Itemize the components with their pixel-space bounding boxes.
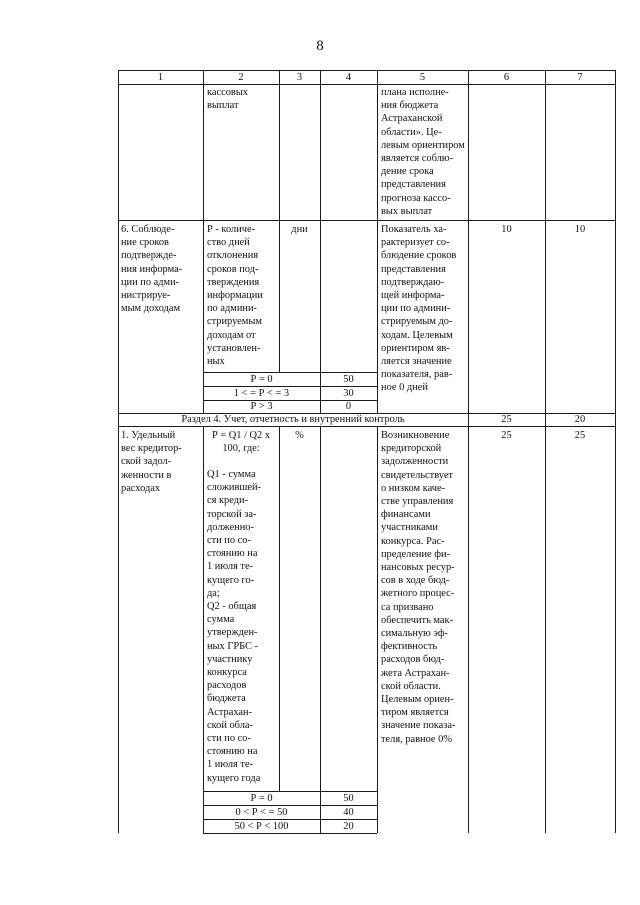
row6-condition-1: Р = 0 — [250, 374, 273, 385]
row1-score-1: 50 — [343, 793, 354, 804]
row6-score-2: 30 — [343, 388, 354, 399]
row1-weight: 25 — [574, 430, 586, 441]
section-4-title: Раздел 4. Учет, отчетность и внутренний контроль — [181, 414, 405, 425]
row1-max-score: 25 — [501, 430, 512, 441]
header-col-5: 5 — [419, 72, 426, 83]
row1-indicator-name: 1. Удельный вес кредитор- ской задол- женности в расходах — [121, 430, 182, 494]
header-col-2: 2 — [238, 72, 244, 83]
row6-description: Показатель ха- рактеризует со- блюдение сроков представления подтверждаю- щей информа- ции по админи- стрируемым до- ходам. Целевым ориентиром яв- ляется значение показателя, рав- ное 0 дней — [381, 224, 457, 394]
row1-condition-1: Р = 0 — [250, 793, 273, 804]
header-col-4: 4 — [345, 72, 352, 83]
row6-formula: Р - количе- ство дней отклонения сроков под- тверждения информации по админи- стрируемым доходам от установлен- ных — [207, 224, 263, 368]
row1-condition-2: 0 < Р < = 50 — [235, 807, 288, 818]
row6-score-3: 0 — [345, 401, 352, 412]
row1-unit: % — [295, 430, 304, 441]
row6-max-score: 10 — [501, 224, 512, 235]
row6-weight: 10 — [574, 224, 586, 235]
row1-score-2: 40 — [343, 807, 354, 818]
row1-description: Возникновение кредиторской задолженности свидетельствует о низком каче- стве управления финансами участниками конкурса. Рас- пределение фи- нансовых ресур- сов в ходе бюд- жетного процес- са призвано обеспечить мак- симальную эф- фективность расходов бюд- жета Астрахан- ской области. Целевым ориен- тиром является значение показа- теля, равное 0% — [381, 430, 456, 745]
row6-condition-2: 1 < = Р < = 3 — [233, 388, 290, 399]
cont-description-text: плана исполне- ния бюджета Астраханской области». Це- левым ориентиром является соблю- дение срока представления прогноза кассо- вых выплат — [381, 87, 465, 217]
row6-indicator-name: 6. Соблюде- ние сроков подтвержде- ния информа- ции по адми- нистрируе- мым доходам — [121, 224, 183, 315]
header-col-6: 6 — [503, 72, 510, 83]
section-4-max-score: 25 — [501, 414, 512, 425]
section-4-weight: 20 — [574, 414, 586, 425]
header-col-1: 1 — [157, 72, 164, 83]
row6-condition-3: Р > 3 — [250, 401, 273, 412]
header-col-7: 7 — [577, 72, 583, 83]
row1-score-3: 20 — [343, 821, 354, 832]
header-col-3: 3 — [296, 72, 303, 83]
row1-formula-head: Р = Q1 / Q2 х 100, где: — [211, 430, 271, 455]
page-number: 8 — [316, 38, 324, 54]
row6-unit: дни — [291, 224, 308, 235]
row1-condition-3: 50 < Р < 100 — [234, 821, 289, 832]
row1-formula-body: Q1 - сумма сложившей- ся креди- торской за- долженно- сти по со- стоянию на 1 июля те- кущего го- да; Q2 - общая сумма утвержден- ных ГРБС - участнику конкурса расходов бюджета Астрахан- ской обла- сти по со- стоянию на 1 июля те- кущего года — [207, 469, 262, 784]
cont-formula-text: кассовых выплат — [207, 87, 249, 112]
row6-score-1: 50 — [343, 374, 354, 385]
